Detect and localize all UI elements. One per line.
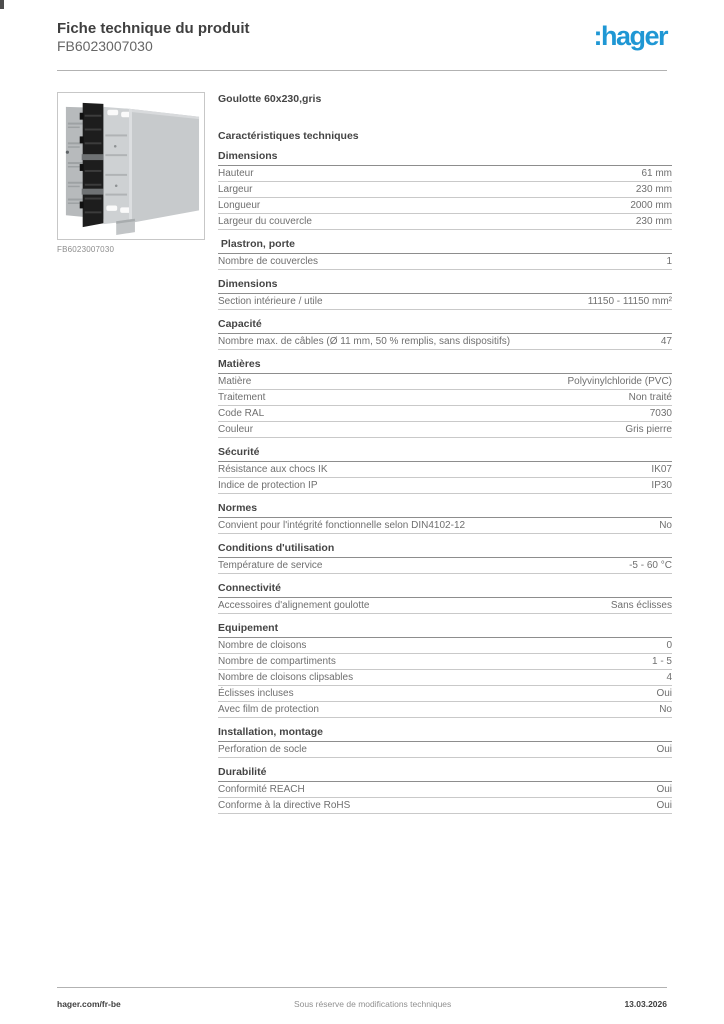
page-title: Fiche technique du produit: [57, 20, 250, 37]
spec-value: No: [659, 520, 672, 531]
characteristics-heading: Caractéristiques techniques: [218, 130, 359, 142]
spec-value: 61 mm: [641, 168, 672, 179]
spec-section-title: Conditions d'utilisation: [218, 543, 672, 558]
spec-section: [218, 623, 672, 718]
spec-row: [218, 558, 672, 574]
spec-section-title: Plastron, porte: [218, 239, 672, 254]
spec-section: [218, 319, 672, 350]
spec-section-title: Matières: [218, 359, 672, 374]
spec-section-title: Connectivité: [218, 583, 672, 598]
spec-value: IK07: [651, 464, 672, 475]
spec-value: 47: [660, 336, 672, 347]
spec-row: [218, 182, 672, 198]
spec-value: 1 - 5: [651, 656, 672, 667]
spec-value: 7030: [649, 408, 672, 419]
spec-value: 230 mm: [635, 216, 672, 227]
spec-label: Température de service: [218, 560, 323, 571]
spec-label: Matière: [218, 376, 252, 387]
hager-logo: :hager: [593, 21, 667, 51]
spec-value: Polyvinylchloride (PVC): [567, 376, 672, 387]
spec-row: [218, 654, 672, 670]
spec-row: [218, 294, 672, 310]
content-area: [57, 92, 672, 814]
spec-value: Oui: [656, 688, 672, 699]
spec-value: 4: [666, 672, 672, 683]
spec-section-title: Durabilité: [218, 767, 672, 782]
header-divider: [57, 70, 667, 71]
spec-column: [218, 92, 672, 814]
spec-section: [218, 279, 672, 310]
product-image-caption: FB6023007030: [57, 245, 115, 254]
spec-row: [218, 406, 672, 422]
spec-section-title: Installation, montage: [218, 727, 672, 742]
spec-row: [218, 670, 672, 686]
footer-divider: [57, 987, 667, 988]
spec-value: 0: [666, 640, 672, 651]
spec-label: Convient pour l'intégrité fonctionnelle selon DIN4102-12: [218, 520, 466, 531]
spec-label: Nombre de cloisons clipsables: [218, 672, 354, 683]
spec-value: 2000 mm: [630, 200, 672, 211]
spec-label: Section intérieure / utile: [218, 296, 323, 307]
spec-value: 11150 - 11150 mm²: [587, 296, 672, 307]
spec-row: [218, 518, 672, 534]
page-header: [57, 20, 667, 55]
spec-section-title: Normes: [218, 503, 672, 518]
spec-label: Traitement: [218, 392, 266, 403]
spec-row: [218, 686, 672, 702]
footer-disclaimer: Sous réserve de modifications techniques: [293, 999, 452, 1009]
spec-section-title: Dimensions: [218, 151, 672, 166]
spec-label: Longueur: [218, 200, 261, 211]
spec-row: [218, 390, 672, 406]
spec-label: Largeur: [218, 184, 253, 195]
spec-value: Gris pierre: [625, 424, 672, 435]
spec-value: 230 mm: [635, 184, 672, 195]
spec-section-title: Equipement: [218, 623, 672, 638]
product-name: Goulotte 60x230,gris: [218, 93, 322, 105]
product-reference: FB6023007030: [57, 38, 153, 54]
spec-section: [218, 727, 672, 758]
spec-value: 1: [666, 256, 672, 267]
spec-label: Conformité REACH: [218, 784, 305, 795]
spec-label: Couleur: [218, 424, 254, 435]
footer-date: 13.03.2026: [624, 999, 667, 1009]
spec-label: Éclisses incluses: [218, 688, 294, 699]
spec-label: Perforation de socle: [218, 744, 307, 755]
spec-row: [218, 214, 672, 230]
spec-section: [218, 239, 672, 270]
spec-label: Code RAL: [218, 408, 265, 419]
spec-label: Conforme à la directive RoHS: [218, 800, 351, 811]
footer-row: [57, 999, 667, 1009]
spec-label: Nombre de couvercles: [218, 256, 319, 267]
spec-section: [218, 503, 672, 534]
spec-row: [218, 782, 672, 798]
spec-label: Résistance aux chocs IK: [218, 464, 328, 475]
spec-row: [218, 742, 672, 758]
spec-sections: [218, 151, 672, 814]
spec-row: [218, 166, 672, 182]
spec-section: [218, 767, 672, 814]
spec-label: Nombre max. de câbles (Ø 11 mm, 50 % remplis, sans dispositifs): [218, 336, 511, 347]
spec-row: [218, 798, 672, 814]
spec-value: Oui: [656, 784, 672, 795]
spec-row: [218, 598, 672, 614]
spec-section-title: Dimensions: [218, 279, 672, 294]
spec-row: [218, 422, 672, 438]
spec-section: [218, 359, 672, 438]
page-footer: [57, 987, 667, 1009]
product-image-column: [57, 92, 218, 814]
spec-label: Accessoires d'alignement goulotte: [218, 600, 370, 611]
spec-row: [218, 638, 672, 654]
spec-label: Avec film de protection: [218, 704, 319, 715]
spec-section: [218, 151, 672, 230]
spec-label: Nombre de compartiments: [218, 656, 336, 667]
spec-row: [218, 334, 672, 350]
spec-label: Nombre de cloisons: [218, 640, 307, 651]
spec-label: Hauteur: [218, 168, 254, 179]
page-edge-print-mark: [0, 0, 4, 9]
spec-value: Oui: [656, 800, 672, 811]
header-text-block: [57, 20, 250, 55]
spec-section: [218, 583, 672, 614]
spec-row: [218, 702, 672, 718]
spec-row: [218, 478, 672, 494]
spec-value: -5 - 60 °C: [629, 560, 672, 571]
spec-value: Non traité: [628, 392, 672, 403]
footer-website-link[interactable]: hager.com/fr-be: [57, 999, 121, 1009]
spec-section-title: Capacité: [218, 319, 672, 334]
spec-value: Sans éclisses: [610, 600, 672, 611]
spec-value: IP30: [651, 480, 672, 491]
product-image: [60, 95, 202, 237]
spec-row: [218, 198, 672, 214]
spec-label: Largeur du couvercle: [218, 216, 312, 227]
spec-row: [218, 374, 672, 390]
spec-row: [218, 462, 672, 478]
spec-row: [218, 254, 672, 270]
spec-label: Indice de protection IP: [218, 480, 318, 491]
spec-section: [218, 447, 672, 494]
spec-value: Oui: [656, 744, 672, 755]
spec-section-title: Sécurité: [218, 447, 672, 462]
spec-value: No: [659, 704, 672, 715]
spec-section: [218, 543, 672, 574]
product-image-frame: [57, 92, 205, 240]
